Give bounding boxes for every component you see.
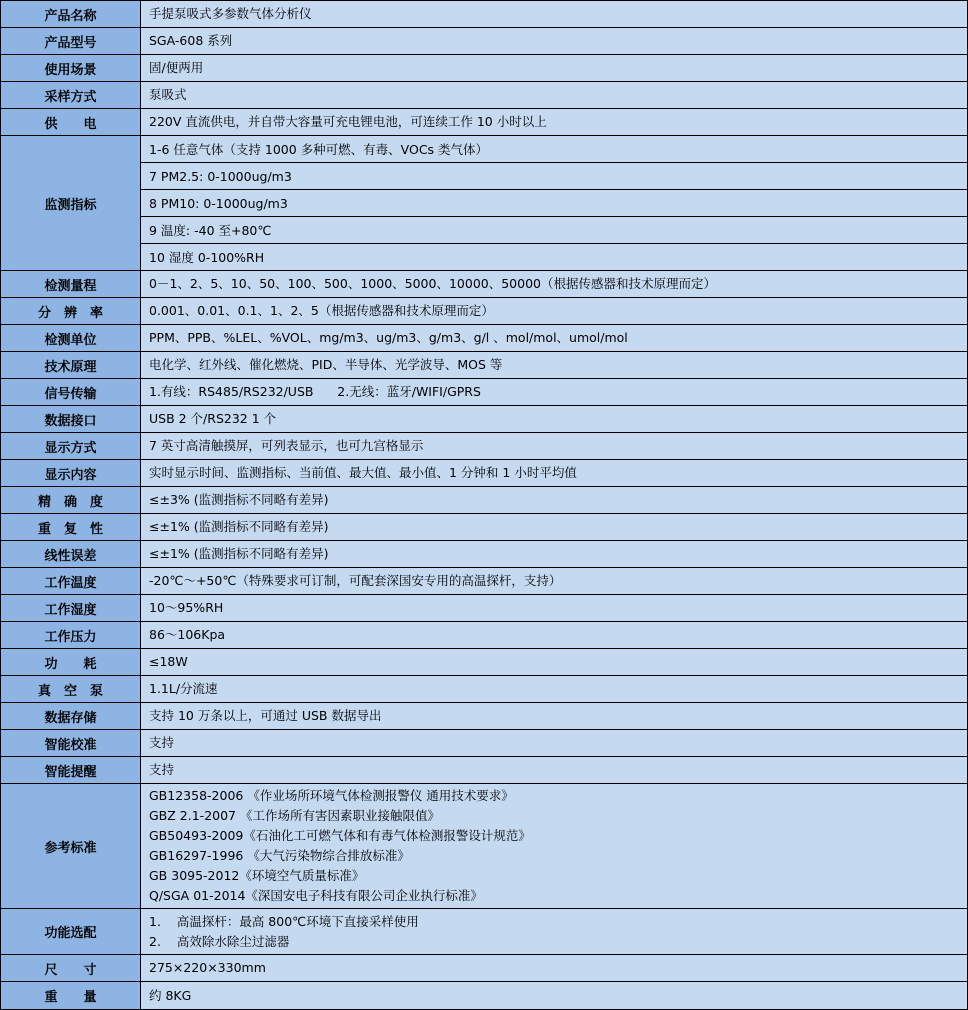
row-label-resolution: 分 辨 率 (1, 298, 141, 324)
row-value-text: 220V 直流供电，并自带大容量可充电锂电池，可连续工作 10 小时以上 (149, 114, 547, 130)
row-value-power-supply (141, 109, 967, 135)
row-value-text: 支持 10 万条以上，可通过 USB 数据导出 (149, 708, 382, 724)
row-value-line: GBZ 2.1-2007 《工作场所有害因素职业接触限值》 (149, 808, 440, 824)
spec-row-accuracy (1, 487, 967, 514)
row-value-data-storage (141, 703, 967, 729)
row-value-text: 约 8KG (149, 987, 192, 1003)
row-value-display-content (141, 460, 967, 486)
row-value-text: 86～106Kpa (149, 627, 226, 643)
row-value-line: 1-6 任意气体（支持 1000 多种可燃、有毒、VOCs 类气体） (141, 136, 967, 163)
row-value-text: ≤±3% (监测指标不同略有差异) (149, 492, 329, 508)
row-value-text: SGA-608 系列 (149, 33, 233, 49)
row-label-smart-calibration: 智能校准 (1, 730, 141, 756)
spec-row-data-storage (1, 703, 967, 730)
spec-row-power-consumption (1, 649, 967, 676)
spec-row-repeatability (1, 514, 967, 541)
spec-row-technical-principle (1, 352, 967, 379)
row-value-dimensions (141, 955, 967, 981)
row-value-text: 10～95%RH (149, 600, 224, 616)
row-value-text: PPM、PPB、%LEL、%VOL、mg/m3、ug/m3、g/m3、g/l 、mol/mol、umol/mol (149, 330, 628, 346)
row-label-working-humidity: 工作湿度 (1, 595, 141, 621)
row-label-reference-standards: 参考标准 (1, 784, 141, 908)
spec-row-working-temperature (1, 568, 967, 595)
spec-row-detection-range (1, 271, 967, 298)
spec-row-linearity-error (1, 541, 967, 568)
row-label-working-temperature: 工作温度 (1, 568, 141, 594)
row-value-smart-calibration (141, 730, 967, 756)
row-label-smart-reminder: 智能提醒 (1, 757, 141, 783)
row-value-text: 电化学、红外线、催化燃烧、PID、半导体、光学波导、MOS 等 (149, 357, 503, 373)
row-label-data-interface: 数据接口 (1, 406, 141, 432)
spec-row-usage-scenario (1, 55, 967, 82)
row-value-line: GB 3095-2012《环境空气质量标准》 (149, 868, 365, 884)
spec-row-smart-calibration (1, 730, 967, 757)
row-value-text: 275×220×330mm (149, 960, 266, 976)
row-label-linearity-error: 线性误差 (1, 541, 141, 567)
row-value-monitoring-indicators (141, 136, 967, 270)
row-label-display-mode: 显示方式 (1, 433, 141, 459)
row-value-text: 1.有线：RS485/RS232/USB 2.无线：蓝牙/WIFI/GPRS (149, 384, 481, 400)
spec-row-power-supply (1, 109, 967, 136)
row-label-dimensions: 尺 寸 (1, 955, 141, 981)
row-value-line: Q/SGA 01-2014《深国安电子科技有限公司企业执行标准》 (149, 888, 483, 903)
row-label-product-name: 产品名称 (1, 1, 141, 27)
row-value-text: -20℃～+50℃（特殊要求可订制，可配套深国安专用的高温探杆，支持） (149, 573, 562, 589)
row-value-detection-units (141, 325, 967, 351)
spec-row-weight (1, 982, 967, 1009)
row-value-line: 1. 高温探杆：最高 800℃环境下直接采样使用 (149, 913, 419, 929)
row-value-text: 实时显示时间、监测指标、当前值、最大值、最小值、1 分钟和 1 小时平均值 (149, 465, 577, 481)
row-value-reference-standards (141, 784, 967, 908)
row-value-line: GB50493-2009《石油化工可燃气体和有毒气体检测报警设计规范》 (149, 828, 531, 844)
row-label-data-storage: 数据存储 (1, 703, 141, 729)
spec-row-sampling-method (1, 82, 967, 109)
row-value-usage-scenario (141, 55, 967, 81)
row-value-line: GB16297-1996 《大气污染物综合排放标准》 (149, 848, 410, 864)
spec-row-vacuum-pump (1, 676, 967, 703)
spec-row-detection-units (1, 325, 967, 352)
row-value-text: ≤18W (149, 654, 188, 670)
spec-row-optional-features (1, 909, 967, 955)
row-value-line: 8 PM10: 0-1000ug/m3 (141, 190, 967, 217)
spec-row-product-name (1, 1, 967, 28)
row-label-technical-principle: 技术原理 (1, 352, 141, 378)
row-value-technical-principle (141, 352, 967, 378)
row-label-sampling-method: 采样方式 (1, 82, 141, 108)
row-value-working-pressure (141, 622, 967, 648)
row-value-linearity-error (141, 541, 967, 567)
spec-row-monitoring-indicators (1, 136, 967, 271)
row-value-data-interface (141, 406, 967, 432)
row-label-signal-transmission: 信号传输 (1, 379, 141, 405)
row-value-text: 0.001、0.01、0.1、1、2、5（根据传感器和技术原理而定） (149, 303, 494, 319)
spec-row-dimensions (1, 955, 967, 982)
row-value-signal-transmission (141, 379, 967, 405)
row-label-power-consumption: 功 耗 (1, 649, 141, 675)
spec-row-display-mode (1, 433, 967, 460)
row-value-text: 1.1L/分流速 (149, 681, 218, 697)
row-value-optional-features (141, 909, 967, 954)
row-value-weight (141, 982, 967, 1009)
spec-row-working-humidity (1, 595, 967, 622)
row-label-accuracy: 精 确 度 (1, 487, 141, 513)
row-label-repeatability: 重 复 性 (1, 514, 141, 540)
row-value-text: 7 英寸高清触摸屏，可列表显示，也可九宫格显示 (149, 438, 424, 454)
row-label-weight: 重 量 (1, 982, 141, 1009)
row-value-smart-reminder (141, 757, 967, 783)
row-value-working-humidity (141, 595, 967, 621)
row-label-product-model: 产品型号 (1, 28, 141, 54)
row-value-display-mode (141, 433, 967, 459)
row-label-display-content: 显示内容 (1, 460, 141, 486)
row-label-optional-features: 功能选配 (1, 909, 141, 954)
row-value-line: 7 PM2.5: 0-1000ug/m3 (141, 163, 967, 190)
row-value-text: 固/便两用 (149, 60, 204, 76)
row-value-line: 9 温度: -40 至+80℃ (141, 217, 967, 244)
row-value-repeatability (141, 514, 967, 540)
spec-row-display-content (1, 460, 967, 487)
row-value-text: USB 2 个/RS232 1 个 (149, 411, 277, 427)
row-value-line: 2. 高效除水除尘过滤器 (149, 933, 290, 949)
row-value-text: 手提泵吸式多参数气体分析仪 (149, 6, 312, 22)
row-value-text: ≤±1% (监测指标不同略有差异) (149, 519, 329, 535)
row-value-text: 支持 (149, 762, 175, 778)
row-value-line: GB12358-2006 《作业场所环境气体检测报警仪 通用技术要求》 (149, 788, 514, 804)
row-value-line: 10 湿度 0-100%RH (149, 250, 265, 265)
row-value-working-temperature (141, 568, 967, 594)
spec-row-working-pressure (1, 622, 967, 649)
row-label-detection-units: 检测单位 (1, 325, 141, 351)
spec-row-resolution (1, 298, 967, 325)
spec-row-reference-standards (1, 784, 967, 909)
row-value-product-name (141, 1, 967, 27)
spec-row-smart-reminder (1, 757, 967, 784)
row-label-monitoring-indicators: 监测指标 (1, 136, 141, 270)
row-label-detection-range: 检测量程 (1, 271, 141, 297)
row-value-accuracy (141, 487, 967, 513)
spec-row-signal-transmission (1, 379, 967, 406)
row-value-detection-range (141, 271, 967, 297)
row-label-usage-scenario: 使用场景 (1, 55, 141, 81)
spec-row-product-model (1, 28, 967, 55)
row-value-power-consumption (141, 649, 967, 675)
row-label-power-supply: 供 电 (1, 109, 141, 135)
row-value-text: 泵吸式 (149, 87, 187, 103)
row-value-vacuum-pump (141, 676, 967, 702)
row-label-working-pressure: 工作压力 (1, 622, 141, 648)
spec-row-data-interface (1, 406, 967, 433)
row-value-product-model (141, 28, 967, 54)
row-value-text: 支持 (149, 735, 175, 751)
row-value-sampling-method (141, 82, 967, 108)
row-value-resolution (141, 298, 967, 324)
row-value-text: ≤±1% (监测指标不同略有差异) (149, 546, 329, 562)
row-label-vacuum-pump: 真 空 泵 (1, 676, 141, 702)
row-value-text: 0－1、2、5、10、50、100、500、1000、5000、10000、50000（根据传感器和技术原理而定） (149, 276, 716, 292)
